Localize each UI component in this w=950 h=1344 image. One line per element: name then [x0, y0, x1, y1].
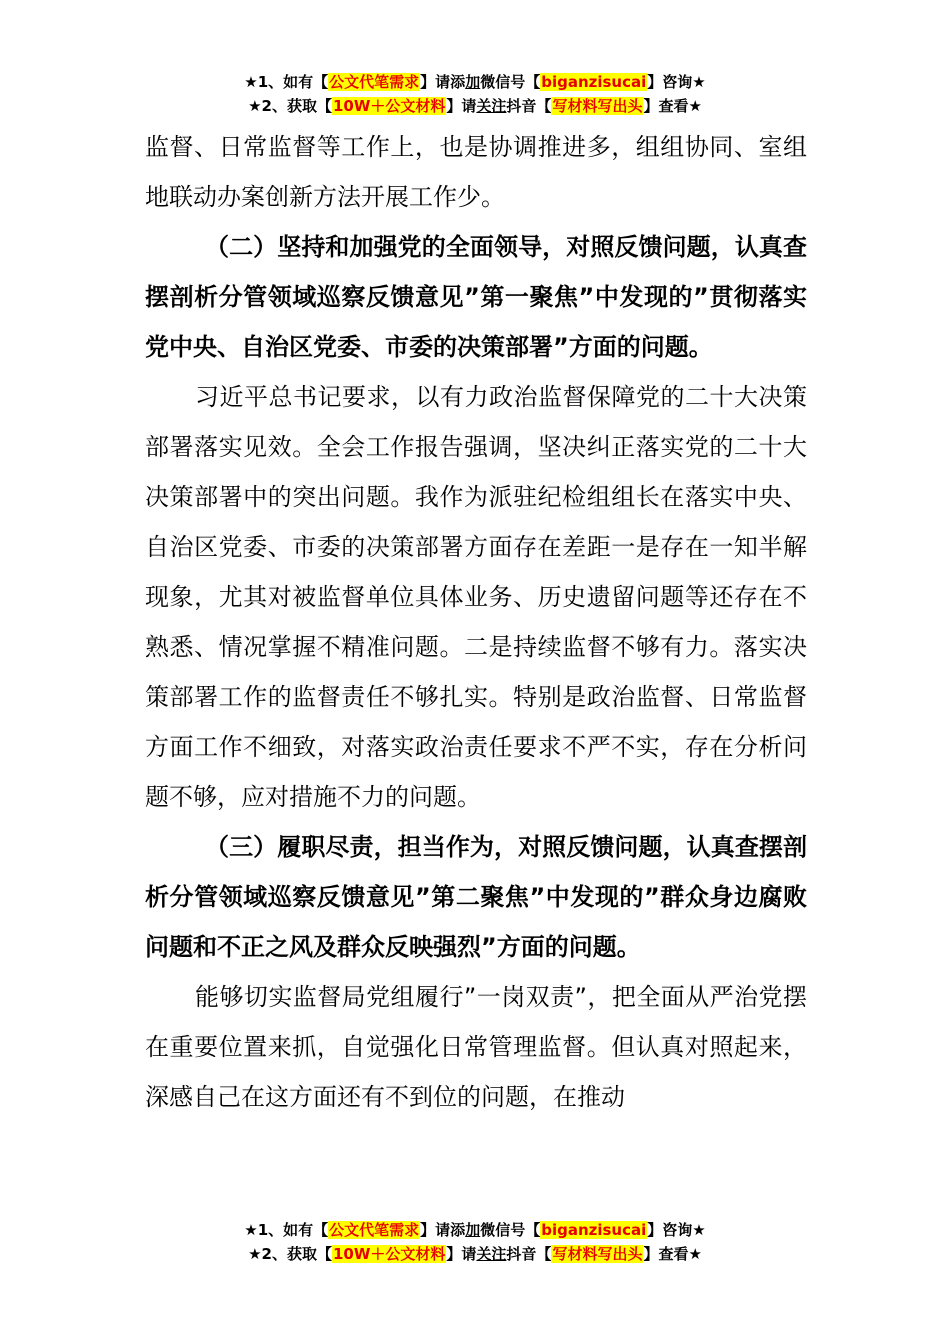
paragraph-section-2: 习近平总书记要求，以有力政治监督保障党的二十大决策部署落实见效。全会工作报告强调，坚决纠正落实党的二十大决策部署中的突出问题。我作为派驻纪检组组长在落实中央、自治区党委、市委的决策部署方面存在差距一是存在一知半解现象，尤其对被监督单位具体业务、历史遗留问题等还存在不熟悉、情况掌握不精准问题。二是持续监督不够有力。落实决策部署工作的监督责任不够扎实。特别是政治监督、日常监督方面工作不细致，对落实政治责任要求不严不实，存在分析问题不够，应对措施不力的问题。 — [145, 383, 807, 811]
promo-line-2: ★2、获取【10W＋公文材料】请关注抖音【写材料写出头】查看★ — [248, 1245, 702, 1263]
highlight-materials: 10W＋公文材料 — [332, 1245, 446, 1263]
paragraph-section-3: 能够切实监督局党组履行”一岗双责”，把全面从严治党摆在重要位置来抓，自觉强化日常管理监督。但认真对照起来，深感自己在这方面还有不到位的问题，在推动 — [145, 983, 807, 1111]
promo-line-2: ★2、获取【10W＋公文材料】请关注抖音【写材料写出头】查看★ — [248, 97, 702, 115]
highlight-wechat-id: biganzisucai — [541, 1221, 647, 1239]
highlight-wechat-id: biganzisucai — [541, 73, 647, 91]
bottom-promo-banner — [0, 1218, 950, 1266]
promo-line-1: ★1、如有【公文代笔需求】请添加微信号【biganzisucai】咨询★ — [244, 73, 706, 91]
promo-line-1: ★1、如有【公文代笔需求】请添加微信号【biganzisucai】咨询★ — [244, 1221, 706, 1239]
highlight-douyin: 写材料写出头 — [552, 1245, 643, 1263]
document-body — [145, 122, 807, 1122]
top-promo-banner — [0, 70, 950, 118]
highlight-douyin: 写材料写出头 — [552, 97, 643, 115]
highlight-materials: 10W＋公文材料 — [332, 97, 446, 115]
highlight-service: 公文代笔需求 — [329, 1221, 420, 1239]
section-heading-3: （三）履职尽责，担当作为，对照反馈问题，认真查摆剖析分管领域巡察反馈意见”第二聚焦”中发现的”群众身边腐败问题和不正之风及群众反映强烈”方面的问题。 — [145, 833, 807, 961]
section-heading-2: （二）坚持和加强党的全面领导，对照反馈问题，认真查摆剖析分管领域巡察反馈意见”第一聚焦”中发现的”贯彻落实党中央、自治区党委、市委的决策部署”方面的问题。 — [145, 233, 807, 361]
paragraph-continuation: 监督、日常监督等工作上，也是协调推进多，组组协同、室组地联动办案创新方法开展工作少。 — [145, 133, 807, 211]
highlight-service: 公文代笔需求 — [329, 73, 420, 91]
